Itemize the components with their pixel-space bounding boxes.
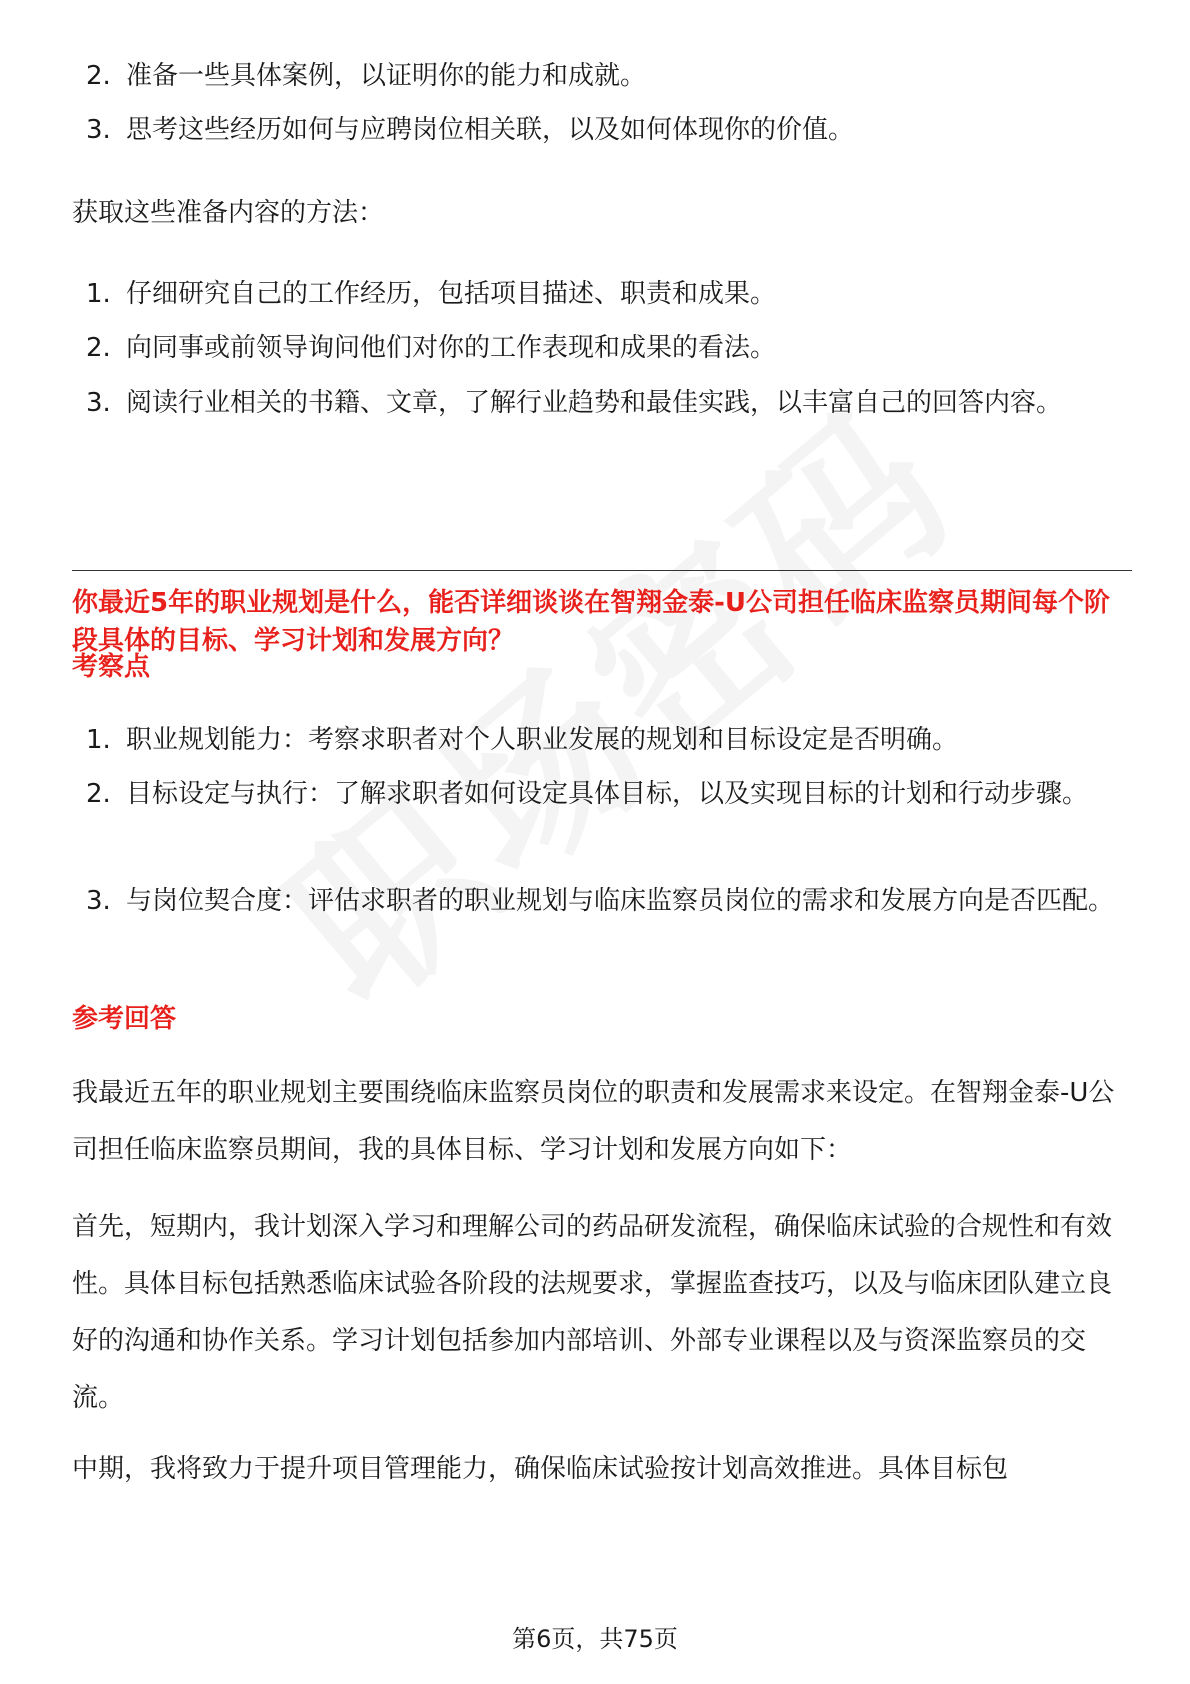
list-number: 3. <box>86 886 111 916</box>
list-text: 仔细研究自己的工作经历，包括项目描述、职责和成果。 <box>126 279 777 309</box>
list-text: 职业规划能力：考察求职者对个人职业发展的规划和目标设定是否明确。 <box>126 725 959 755</box>
answer-paragraph: 我最近五年的职业规划主要围绕临床监察员岗位的职责和发展需求来设定。在智翔金泰-U公司担任临床监察员期间，我的具体目标、学习计划和发展方向如下： <box>72 1078 1115 1165</box>
answer-heading: 参考回答 <box>72 1004 177 1034</box>
list-number: 2. <box>86 779 111 809</box>
answer-paragraph: 首先，短期内，我计划深入学习和理解公司的药品研发流程，确保临床试验的合规性和有效性。具体目标包括熟悉临床试验各阶段的法规要求，掌握监查技巧，以及与临床团队建立良好的沟通和协作关系。学习计划包括参加内部培训、外部专业课程以及与资深监察员的交流。 <box>72 1212 1113 1413</box>
list-number: 3. <box>86 115 111 145</box>
list-number: 1. <box>86 725 111 755</box>
page-footer: 第6页，共75页 <box>512 1625 678 1653</box>
methods-intro: 获取这些准备内容的方法： <box>72 198 385 228</box>
list-text: 准备一些具体案例，以证明你的能力和成就。 <box>126 61 647 91</box>
list-text: 思考这些经历如何与应聘岗位相关联，以及如何体现你的价值。 <box>126 115 855 145</box>
focus-heading: 考察点 <box>72 652 151 682</box>
list-text: 向同事或前领导询问他们对你的工作表现和成果的看法。 <box>126 333 777 363</box>
list-number: 1. <box>86 279 111 309</box>
list-text: 目标设定与执行：了解求职者如何设定具体目标，以及实现目标的计划和行动步骤。 <box>126 779 1089 809</box>
list-number: 2. <box>86 61 111 91</box>
list-number: 2. <box>86 333 111 363</box>
list-text: 与岗位契合度：评估求职者的职业规划与临床监察员岗位的需求和发展方向是否匹配。 <box>126 886 1115 916</box>
list-text: 阅读行业相关的书籍、文章，了解行业趋势和最佳实践，以丰富自己的回答内容。 <box>126 388 1063 418</box>
answer-paragraph: 中期，我将致力于提升项目管理能力，确保临床试验按计划高效推进。具体目标包 <box>72 1454 1009 1484</box>
section-divider <box>72 570 1132 571</box>
list-number: 3. <box>86 388 111 418</box>
question-title: 你最近5年的职业规划是什么，能否详细谈谈在智翔金泰-U公司担任临床监察员期间每个阶段具体的目标、学习计划和发展方向？ <box>72 588 1110 656</box>
